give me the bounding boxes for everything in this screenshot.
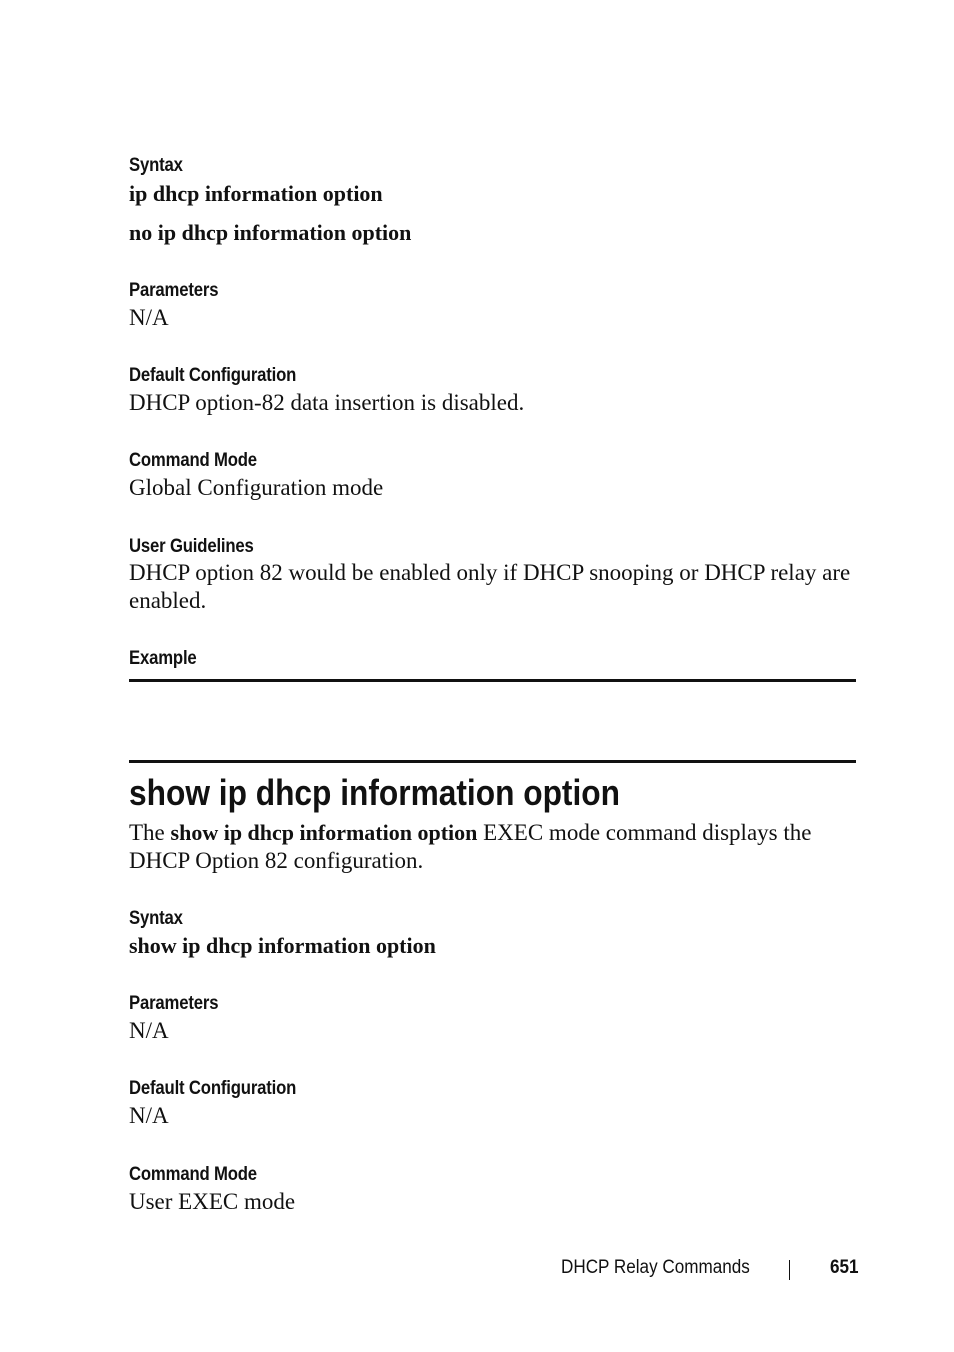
default-configuration-text: N/A [129, 1103, 169, 1128]
default-configuration-heading: Default Configuration [129, 1078, 297, 1099]
parameters-heading: Parameters [129, 280, 219, 301]
syntax-heading: Syntax [129, 155, 183, 176]
section-divider [129, 760, 856, 763]
example-heading: Example [129, 648, 197, 669]
syntax-heading: Syntax [129, 908, 183, 929]
user-guidelines-text: DHCP option 82 would be enabled only if DHCP snooping or DHCP relay are enabled. [129, 560, 851, 613]
command-mode-heading: Command Mode [129, 450, 257, 471]
section-intro [129, 819, 856, 875]
syntax-line: ip dhcp information option [129, 181, 383, 206]
parameters-text: N/A [129, 305, 169, 330]
syntax-line: no ip dhcp information option [129, 220, 412, 245]
default-configuration-heading: Default Configuration [129, 365, 297, 386]
syntax-line: show ip dhcp information option [129, 933, 436, 958]
parameters-text: N/A [129, 1018, 169, 1043]
section-title: show ip dhcp information option [129, 772, 620, 813]
command-mode-heading: Command Mode [129, 1164, 257, 1185]
intro-prefix: The [129, 820, 171, 845]
user-guidelines-heading: User Guidelines [129, 536, 254, 557]
command-mode-text: Global Configuration mode [129, 475, 384, 500]
default-configuration-text: DHCP option-82 data insertion is disabled. [129, 390, 525, 415]
example-rule [129, 679, 856, 682]
parameters-heading: Parameters [129, 993, 219, 1014]
footer-separator [789, 1260, 790, 1280]
footer-chapter: DHCP Relay Commands [561, 1257, 750, 1278]
intro-suffix: EXEC mode command displays the DHCP Option 82 configuration. [129, 820, 812, 873]
footer-page-number: 651 [830, 1257, 859, 1278]
command-mode-text: User EXEC mode [129, 1189, 296, 1214]
intro-command: show ip dhcp information option [170, 820, 478, 845]
